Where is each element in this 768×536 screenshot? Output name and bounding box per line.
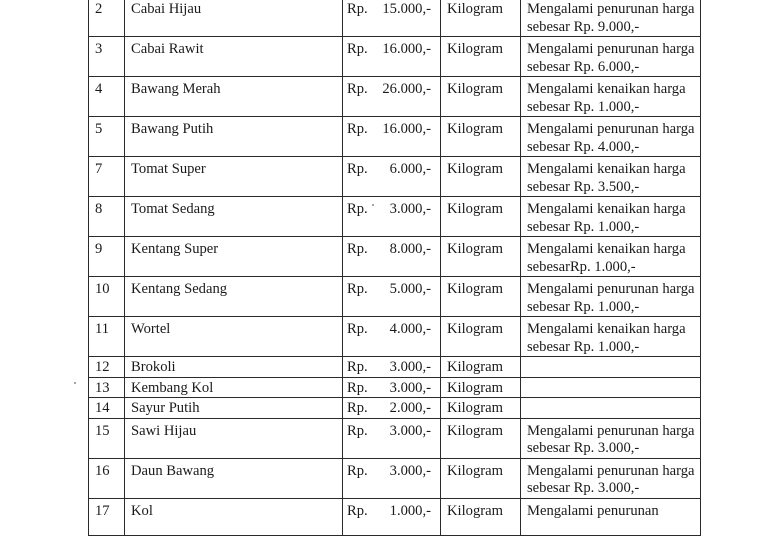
scan-speck bbox=[372, 204, 374, 206]
row-number-cell: 12 bbox=[89, 357, 125, 378]
table-row bbox=[89, 317, 701, 357]
commodity-name-cell: Bawang Merah bbox=[125, 77, 343, 117]
table-row bbox=[89, 237, 701, 277]
price-amount: 16.000,- bbox=[382, 41, 431, 57]
row-number-cell: 9 bbox=[89, 237, 125, 277]
commodity-name-cell: Bawang Putih bbox=[125, 117, 343, 157]
row-number-cell: 14 bbox=[89, 398, 125, 419]
price-cell bbox=[343, 317, 441, 357]
currency-label: Rp. bbox=[347, 281, 368, 297]
price-cell bbox=[343, 418, 441, 458]
table-row bbox=[89, 0, 701, 37]
price-cell bbox=[343, 117, 441, 157]
commodity-name-cell: Sayur Putih bbox=[125, 398, 343, 419]
table-row bbox=[89, 197, 701, 237]
currency-label: Rp. bbox=[347, 81, 368, 97]
unit-cell: Kilogram bbox=[441, 277, 521, 317]
price-cell bbox=[343, 77, 441, 117]
table-row bbox=[89, 157, 701, 197]
currency-label: Rp. bbox=[347, 121, 368, 137]
price-change-note-cell bbox=[521, 377, 701, 398]
row-number-cell: 10 bbox=[89, 277, 125, 317]
price-change-note-cell: Mengalami penurunan harga sebesar Rp. 6.000,- bbox=[521, 37, 701, 77]
unit-cell: Kilogram bbox=[441, 37, 521, 77]
row-number-cell: 3 bbox=[89, 37, 125, 77]
currency-label: Rp. bbox=[347, 359, 368, 375]
price-cell bbox=[343, 0, 441, 37]
commodity-name-cell: Daun Bawang bbox=[125, 458, 343, 498]
price-amount: 3.000,- bbox=[389, 379, 431, 396]
price-change-note-cell: Mengalami penurunan harga sebesar Rp. 3.000,- bbox=[521, 458, 701, 498]
price-cell bbox=[343, 398, 441, 419]
price-change-note-cell: Mengalami penurunan harga sebesar Rp. 4.000,- bbox=[521, 117, 701, 157]
table-row bbox=[89, 498, 701, 535]
unit-cell: Kilogram bbox=[441, 197, 521, 237]
row-number-cell: 2 bbox=[89, 0, 125, 37]
commodity-name-cell: Kentang Super bbox=[125, 237, 343, 277]
table-row bbox=[89, 357, 701, 378]
unit-cell: Kilogram bbox=[441, 77, 521, 117]
table-row bbox=[89, 117, 701, 157]
price-change-note-cell: Mengalami penurunan harga sebesar Rp. 3.000,- bbox=[521, 418, 701, 458]
currency-label: Rp. bbox=[347, 201, 368, 217]
table-row bbox=[89, 277, 701, 317]
price-cell bbox=[343, 357, 441, 378]
price-cell bbox=[343, 377, 441, 398]
commodity-name-cell: Kol bbox=[125, 498, 343, 535]
price-amount: 3.000,- bbox=[389, 422, 431, 439]
table-row bbox=[89, 37, 701, 77]
price-change-note-cell: Mengalami penurunan bbox=[521, 498, 701, 535]
unit-cell: Kilogram bbox=[441, 498, 521, 535]
price-cell bbox=[343, 157, 441, 197]
price-cell bbox=[343, 498, 441, 535]
currency-label: Rp. bbox=[347, 161, 368, 177]
unit-cell: Kilogram bbox=[441, 398, 521, 419]
row-number-cell: 17 bbox=[89, 498, 125, 535]
currency-label: Rp. bbox=[347, 462, 368, 479]
price-table-body bbox=[89, 0, 701, 535]
row-number-cell: 7 bbox=[89, 157, 125, 197]
price-change-note-cell: Mengalami kenaikan harga sebesarRp. 1.000,- bbox=[521, 237, 701, 277]
currency-label: Rp. bbox=[347, 379, 368, 396]
commodity-name-cell: Kembang Kol bbox=[125, 377, 343, 398]
price-table bbox=[88, 0, 701, 536]
row-number-cell: 8 bbox=[89, 197, 125, 237]
row-number-cell: 15 bbox=[89, 418, 125, 458]
row-number-cell: 11 bbox=[89, 317, 125, 357]
price-amount: 4.000,- bbox=[389, 321, 431, 337]
commodity-name-cell: Sawi Hijau bbox=[125, 418, 343, 458]
row-number-cell: 4 bbox=[89, 77, 125, 117]
unit-cell: Kilogram bbox=[441, 157, 521, 197]
price-amount: 8.000,- bbox=[389, 241, 431, 257]
price-cell bbox=[343, 197, 441, 237]
scan-speck bbox=[74, 382, 76, 384]
commodity-name-cell: Brokoli bbox=[125, 357, 343, 378]
currency-label: Rp. bbox=[347, 241, 368, 257]
price-amount: 3.000,- bbox=[389, 462, 431, 479]
currency-label: Rp. bbox=[347, 400, 368, 416]
commodity-name-cell: Tomat Super bbox=[125, 157, 343, 197]
price-amount: 6.000,- bbox=[389, 161, 431, 177]
row-number-cell: 16 bbox=[89, 458, 125, 498]
unit-cell: Kilogram bbox=[441, 357, 521, 378]
unit-cell: Kilogram bbox=[441, 237, 521, 277]
price-change-note-cell bbox=[521, 398, 701, 419]
price-change-note-cell: Mengalami kenaikan harga sebesar Rp. 3.500,- bbox=[521, 157, 701, 197]
currency-label: Rp. bbox=[347, 422, 368, 439]
price-change-note-cell: Mengalami kenaikan harga sebesar Rp. 1.000,- bbox=[521, 317, 701, 357]
commodity-name-cell: Wortel bbox=[125, 317, 343, 357]
table-row bbox=[89, 418, 701, 458]
unit-cell: Kilogram bbox=[441, 418, 521, 458]
table-row bbox=[89, 377, 701, 398]
commodity-name-cell: Cabai Rawit bbox=[125, 37, 343, 77]
price-cell bbox=[343, 277, 441, 317]
unit-cell: Kilogram bbox=[441, 458, 521, 498]
commodity-name-cell: Cabai Hijau bbox=[125, 0, 343, 37]
price-amount: 26.000,- bbox=[382, 81, 431, 97]
price-change-note-cell: Mengalami penurunan harga sebesar Rp. 9.000,- bbox=[521, 0, 701, 37]
price-amount: 5.000,- bbox=[389, 281, 431, 297]
commodity-name-cell: Tomat Sedang bbox=[125, 197, 343, 237]
price-change-note-cell bbox=[521, 357, 701, 378]
currency-label: Rp. bbox=[347, 321, 368, 337]
currency-label: Rp. bbox=[347, 1, 368, 17]
price-amount: 2.000,- bbox=[389, 400, 431, 416]
currency-label: Rp. bbox=[347, 502, 368, 519]
price-change-note-cell: Mengalami kenaikan harga sebesar Rp. 1.000,- bbox=[521, 197, 701, 237]
price-cell bbox=[343, 458, 441, 498]
price-cell bbox=[343, 237, 441, 277]
unit-cell: Kilogram bbox=[441, 377, 521, 398]
unit-cell: Kilogram bbox=[441, 0, 521, 37]
row-number-cell: 13 bbox=[89, 377, 125, 398]
price-amount: 16.000,- bbox=[382, 121, 431, 137]
price-amount: 15.000,- bbox=[382, 1, 431, 17]
price-change-note-cell: Mengalami kenaikan harga sebesar Rp. 1.000,- bbox=[521, 77, 701, 117]
commodity-name-cell: Kentang Sedang bbox=[125, 277, 343, 317]
unit-cell: Kilogram bbox=[441, 117, 521, 157]
table-row bbox=[89, 77, 701, 117]
currency-label: Rp. bbox=[347, 41, 368, 57]
table-row bbox=[89, 458, 701, 498]
unit-cell: Kilogram bbox=[441, 317, 521, 357]
price-amount: 1.000,- bbox=[389, 502, 431, 519]
price-change-note-cell: Mengalami penurunan harga sebesar Rp. 1.000,- bbox=[521, 277, 701, 317]
row-number-cell: 5 bbox=[89, 117, 125, 157]
price-amount: 3.000,- bbox=[389, 359, 431, 375]
price-amount: 3.000,- bbox=[389, 201, 431, 217]
price-cell bbox=[343, 37, 441, 77]
table-row bbox=[89, 398, 701, 419]
